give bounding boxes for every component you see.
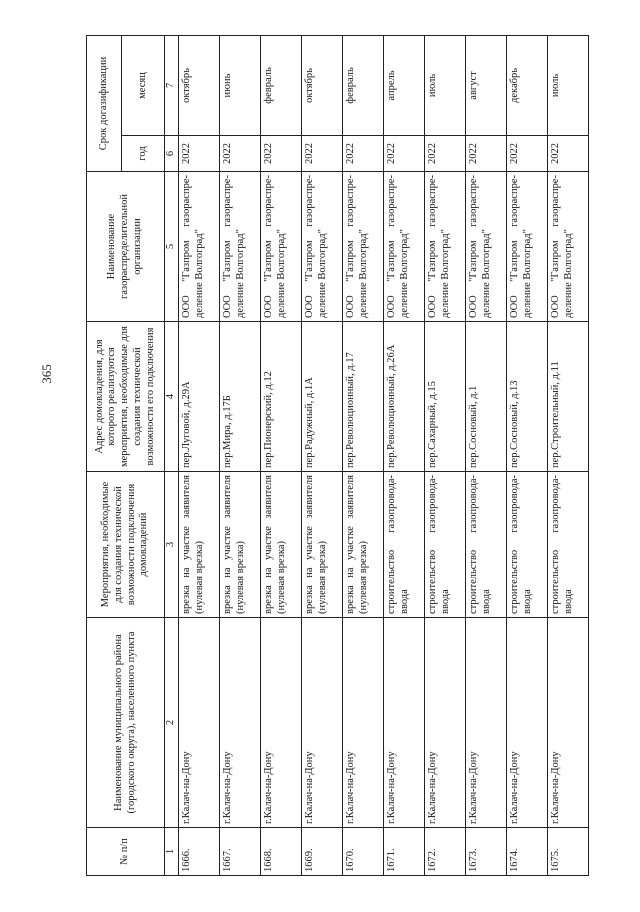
row-year: 2022 xyxy=(219,136,260,172)
row-year: 2022 xyxy=(547,136,588,172)
row-org: ООО "Газпром газораспре-деление Волгоград" xyxy=(178,172,219,322)
row-number: 1674. xyxy=(506,828,547,876)
row-number: 1667. xyxy=(219,828,260,876)
row-municipality: г.Калач-на-Дону xyxy=(301,618,342,828)
row-address: пер.Сосновый, д.13 xyxy=(506,322,547,472)
column-number: 4 xyxy=(165,322,179,472)
column-number: 2 xyxy=(165,618,179,828)
row-measures: врезка на участке заявителя (нулевая врезка) xyxy=(219,472,260,618)
row-measures: врезка на участке заявителя (нулевая врезка) xyxy=(342,472,383,618)
row-number: 1666. xyxy=(178,828,219,876)
row-address: пер.Революционный, д.17 xyxy=(342,322,383,472)
table-row xyxy=(383,35,424,875)
row-month: октябрь xyxy=(178,35,219,135)
row-month: июль xyxy=(547,35,588,135)
page-number: 365 xyxy=(39,364,54,384)
row-year: 2022 xyxy=(260,136,301,172)
column-number: 3 xyxy=(165,472,179,618)
row-month: июль xyxy=(424,35,465,135)
row-measures: строительство газопровода-ввода xyxy=(465,472,506,618)
row-number: 1670. xyxy=(342,828,383,876)
table-row xyxy=(465,35,506,875)
header-year: год xyxy=(122,136,165,172)
row-number: 1673. xyxy=(465,828,506,876)
row-measures: строительство газопровода-ввода xyxy=(383,472,424,618)
row-municipality: г.Калач-на-Дону xyxy=(178,618,219,828)
row-address: пер.Мира, д.17Б xyxy=(219,322,260,472)
table-row xyxy=(219,35,260,875)
table-row xyxy=(506,35,547,875)
row-org: ООО "Газпром газораспре-деление Волгоград" xyxy=(506,172,547,322)
row-org: ООО "Газпром газораспре-деление Волгоград" xyxy=(465,172,506,322)
table-row xyxy=(547,35,588,875)
row-municipality: г.Калач-на-Дону xyxy=(506,618,547,828)
table-row xyxy=(342,35,383,875)
column-number-row xyxy=(165,35,179,875)
row-municipality: г.Калач-на-Дону xyxy=(342,618,383,828)
row-org: ООО "Газпром газораспре-деление Волгоград" xyxy=(219,172,260,322)
row-year: 2022 xyxy=(383,136,424,172)
row-month: август xyxy=(465,35,506,135)
row-year: 2022 xyxy=(342,136,383,172)
header-row xyxy=(87,35,122,875)
row-measures: врезка на участке заявителя (нулевая врезка) xyxy=(260,472,301,618)
row-org: ООО "Газпром газораспре-деление Волгоград" xyxy=(301,172,342,322)
row-measures: строительство газопровода-ввода xyxy=(547,472,588,618)
row-org: ООО "Газпром газораспре-деление Волгоград" xyxy=(424,172,465,322)
row-month: июнь xyxy=(219,35,260,135)
row-municipality: г.Калач-на-Дону xyxy=(383,618,424,828)
row-address: пер.Пионерский, д.12 xyxy=(260,322,301,472)
header-org: Наименование газораспределительной организации xyxy=(87,172,165,322)
row-measures: врезка на участке заявителя (нулевая врезка) xyxy=(301,472,342,618)
row-year: 2022 xyxy=(301,136,342,172)
row-address: пер.Луговой, д.29А xyxy=(178,322,219,472)
row-municipality: г.Калач-на-Дону xyxy=(260,618,301,828)
row-municipality: г.Калач-на-Дону xyxy=(219,618,260,828)
row-number: 1671. xyxy=(383,828,424,876)
header-num: № п/п xyxy=(87,828,165,876)
row-municipality: г.Калач-на-Дону xyxy=(547,618,588,828)
table-row xyxy=(424,35,465,875)
row-number: 1668. xyxy=(260,828,301,876)
header-municipality: Наименование муниципального района (городского округа), населенного пункта xyxy=(87,618,165,828)
header-month: месяц xyxy=(122,35,165,135)
row-address: пер.Сосновый, д.1 xyxy=(465,322,506,472)
row-address: пер.Строительный, д.11 xyxy=(547,322,588,472)
row-municipality: г.Калач-на-Дону xyxy=(465,618,506,828)
table-row xyxy=(178,35,219,875)
column-number: 5 xyxy=(165,172,179,322)
column-number: 6 xyxy=(165,136,179,172)
row-address: пер.Революционный, д.26А xyxy=(383,322,424,472)
row-address: пер.Сахарный, д.15 xyxy=(424,322,465,472)
row-measures: строительство газопровода-ввода xyxy=(506,472,547,618)
row-month: октябрь xyxy=(301,35,342,135)
row-year: 2022 xyxy=(506,136,547,172)
row-municipality: г.Калач-на-Дону xyxy=(424,618,465,828)
row-year: 2022 xyxy=(424,136,465,172)
header-term: Срок догазификации xyxy=(87,35,122,171)
row-month: февраль xyxy=(342,35,383,135)
table-row xyxy=(301,35,342,875)
column-number: 7 xyxy=(165,35,179,135)
row-number: 1669. xyxy=(301,828,342,876)
document-page xyxy=(86,36,638,876)
row-org: ООО "Газпром газораспре-деление Волгоград" xyxy=(547,172,588,322)
gasification-table xyxy=(86,35,589,876)
row-measures: строительство газопровода-ввода xyxy=(424,472,465,618)
row-year: 2022 xyxy=(178,136,219,172)
column-number: 1 xyxy=(165,828,179,876)
row-org: ООО "Газпром газораспре-деление Волгоград" xyxy=(342,172,383,322)
row-org: ООО "Газпром газораспре-деление Волгоград" xyxy=(260,172,301,322)
row-month: февраль xyxy=(260,35,301,135)
row-month: декабрь xyxy=(506,35,547,135)
table-row xyxy=(260,35,301,875)
row-number: 1675. xyxy=(547,828,588,876)
row-measures: врезка на участке заявителя (нулевая врезка) xyxy=(178,472,219,618)
row-number: 1672. xyxy=(424,828,465,876)
header-measures: Мероприятия, необходимые для создания технической возможности подключения домовладений xyxy=(87,472,165,618)
row-month: апрель xyxy=(383,35,424,135)
header-address: Адрес домовладения, для которого реализуются мероприятия, необходимые для создания технической возможности его подключения xyxy=(87,322,165,472)
row-year: 2022 xyxy=(465,136,506,172)
row-address: пер.Радужный, д.1А xyxy=(301,322,342,472)
row-org: ООО "Газпром газораспре-деление Волгоград" xyxy=(383,172,424,322)
